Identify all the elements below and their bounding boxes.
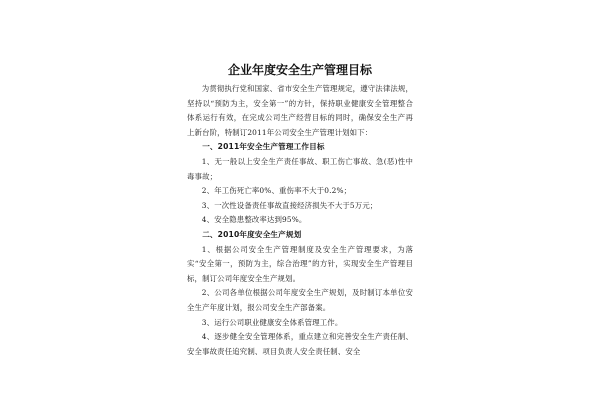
section-2-item-4: 4、逐步健全安全管理体系，重点建立和完善安全生产责任制、安全事故责任追究制、项目负责人安全责任制、安全 <box>187 332 413 356</box>
section-2-heading: 二、2010年度安全生产规划 <box>202 229 302 239</box>
section-1-heading: 一、2011年安全生产管理工作目标 <box>202 142 325 152</box>
intro-paragraph: 为贯彻执行党和国家、省市安全生产管理规定，遵守法律法规，坚持以“预防为主，安全第一”的方针，保持职业健康安全管理整合体系运行有效，在完成公司生产经营目标的同时，确保安全生产再上新台阶，特制订2011年公司安全生产管理计划如下： <box>187 84 413 137</box>
section-1-item-4: 4、安全隐患整改率达到95%。 <box>201 215 307 225</box>
section-2-item-2: 2、公司各单位根据公司年度安全生产规划，及时制订本单位安全生产年度计划，报公司安全生产部备案。 <box>187 288 413 312</box>
section-2-item-3: 3、运行公司职业健康安全体系管理工作。 <box>201 317 343 327</box>
section-1-item-2: 2、年工伤死亡率0%、重伤率不大于0.2%； <box>201 186 352 196</box>
section-2-item-1: 1、根据公司安全生产管理制度及安全生产管理要求，为落实“安全第一，预防为主，综合治理”的方针，实现安全生产管理目标，制订公司年度安全生产规划。 <box>187 244 413 283</box>
section-1-item-1: 1、无一般以上安全生产责任事故、职工伤亡事故、急(恶)性中毒事故； <box>187 156 413 181</box>
section-1-item-3: 3、一次性设备责任事故直接经济损失不大于5万元； <box>201 200 378 210</box>
document-title: 企业年度安全生产管理目标 <box>227 63 372 77</box>
document-body <box>187 82 413 359</box>
